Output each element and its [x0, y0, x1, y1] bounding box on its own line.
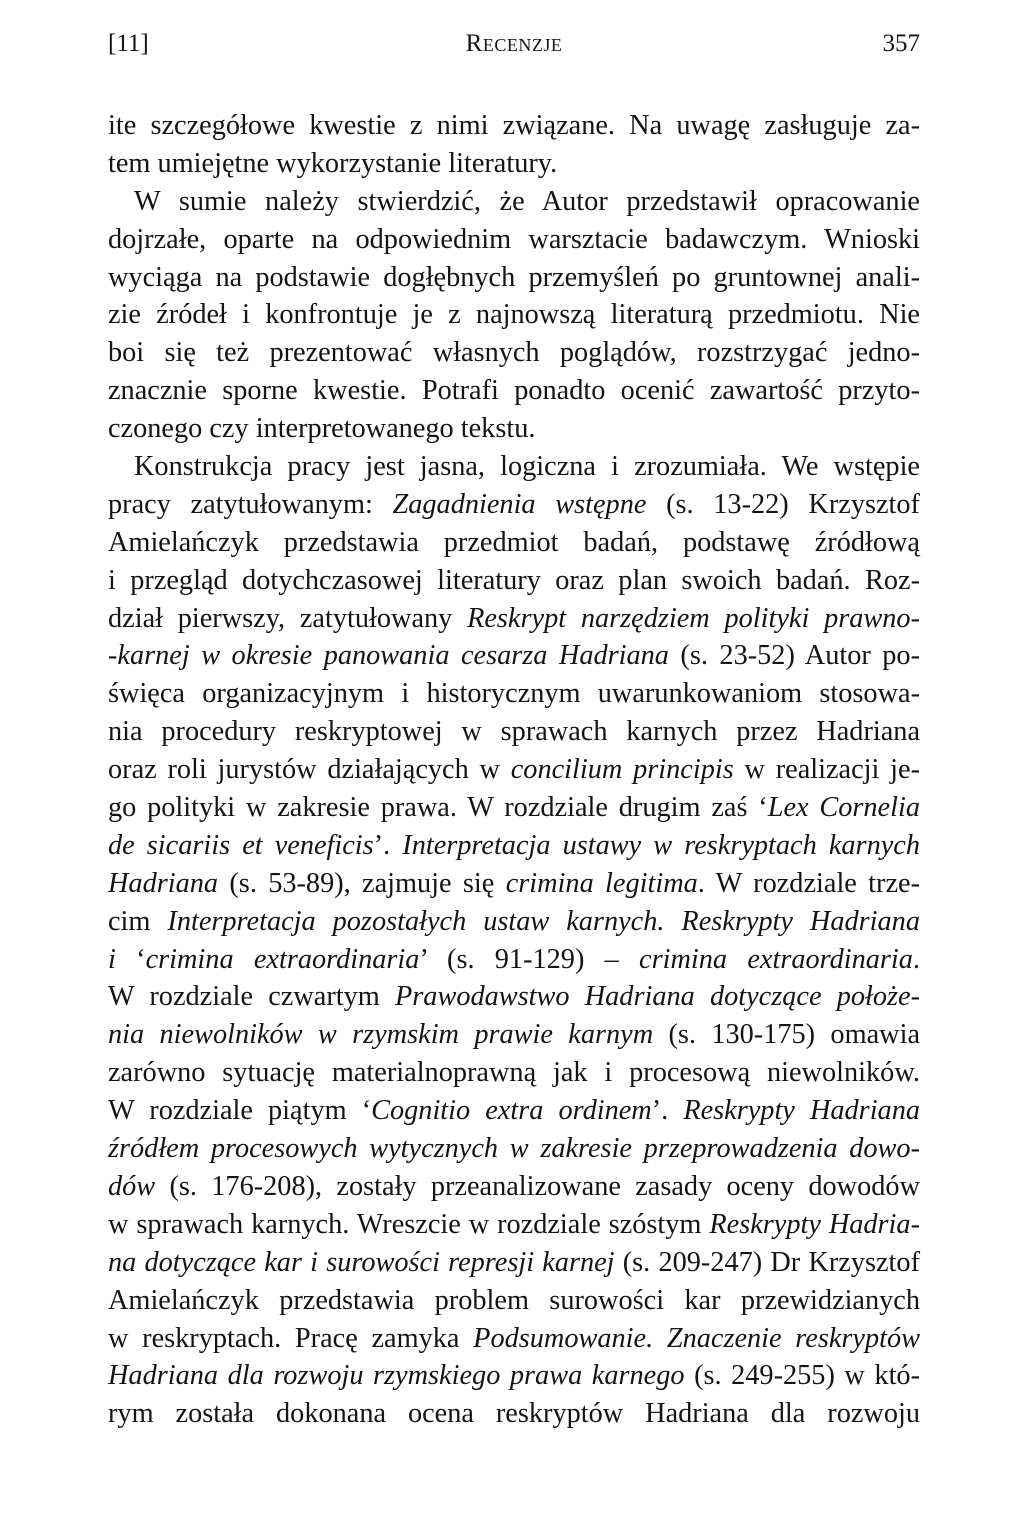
- text-line: tem umiejętne wykorzystanie literatury.: [108, 147, 558, 179]
- text-line: rym została dokonana ocena reskryptów Hadriana dla rozwoju: [108, 1398, 920, 1430]
- text-line: i przegląd dotychczasowej literatury oraz plan swoich badań. Roz-: [108, 564, 920, 596]
- running-title: Recenzje: [465, 30, 563, 57]
- text-line: znacznie sporne kwestie. Potrafi ponadto ocenić zawartość przyto-: [108, 375, 920, 407]
- text-line: czonego czy interpretowanego tekstu.: [108, 413, 536, 445]
- text-line: Hadriana dla rozwoju rzymskiego prawa karnego (s. 249-255) w któ-: [108, 1360, 920, 1392]
- text-line: Amielańczyk przedstawia problem surowości kar przewidzianych: [108, 1284, 920, 1316]
- text-line: święca organizacyjnym i historycznym uwarunkowaniom stosowa-: [108, 678, 920, 710]
- text-line: W sumie należy stwierdzić, że Autor przedstawił opracowanie: [134, 185, 920, 217]
- text-line: pracy zatytułowanym: Zagadnienia wstępne (s. 13-22) Krzysztof: [108, 488, 920, 520]
- text-line: i ‘crimina extraordinaria’ (s. 91-129) – crimina extraordinaria.: [108, 943, 920, 975]
- text-line: źródłem procesowych wytycznych w zakresie przeprowadzenia dowo-: [108, 1133, 920, 1165]
- text-line: -karnej w okresie panowania cesarza Hadriana (s. 23-52) Autor po-: [108, 640, 921, 672]
- body-text: [108, 107, 920, 1433]
- text-line: zie źródeł i konfrontuje je z najnowszą literaturą przedmiotu. Nie: [108, 299, 920, 331]
- text-line: W rozdziale piątym ‘Cognitio extra ordinem’. Reskrypty Hadriana: [108, 1095, 920, 1127]
- text-line: na dotyczące kar i surowości represji karnej (s. 209-247) Dr Krzysztof: [108, 1246, 920, 1278]
- text-line: W rozdziale czwartym Prawodawstwo Hadriana dotyczące położe-: [108, 981, 920, 1013]
- text-line: Konstrukcja pracy jest jasna, logiczna i zrozumiała. We wstępie: [134, 451, 920, 483]
- text-line: Hadriana (s. 53-89), zajmuje się crimina legitima. W rozdziale trze-: [108, 867, 921, 899]
- text-line: nia procedury reskryptowej w sprawach karnych przez Hadriana: [108, 716, 920, 748]
- text-line: zarówno sytuację materialnoprawną jak i procesową niewolników.: [108, 1057, 920, 1089]
- page-number: 357: [882, 30, 920, 57]
- text-line: go polityki w zakresie prawa. W rozdziale drugim zaś ‘Lex Cornelia: [108, 792, 920, 824]
- text-line: w reskryptach. Pracę zamyka Podsumowanie. Znaczenie reskryptów: [108, 1322, 920, 1354]
- text-line: de sicariis et veneficis’. Interpretacja ustawy w reskryptach karnych: [108, 829, 920, 861]
- text-line: Amielańczyk przedstawia przedmiot badań, podstawę źródłową: [108, 526, 920, 558]
- text-line: ite szczegółowe kwestie z nimi związane. Na uwagę zasługuje za-: [108, 110, 920, 141]
- running-header: [108, 30, 920, 70]
- text-line: nia niewolników w rzymskim prawie karnym (s. 130-175) omawia: [108, 1019, 921, 1051]
- section-number: [11]: [108, 30, 149, 57]
- text-line: dów (s. 176-208), zostały przeanalizowane zasady oceny dowodów: [108, 1170, 920, 1202]
- text-line: w sprawach karnych. Wreszcie w rozdziale szóstym Reskrypty Hadria-: [108, 1208, 920, 1240]
- text-line: oraz roli jurystów działających w concilium principis w realizacji je-: [108, 754, 920, 786]
- text-line: dojrzałe, oparte na odpowiednim warsztacie badawczym. Wnioski: [108, 223, 920, 255]
- text-line: cim Interpretacja pozostałych ustaw karnych. Reskrypty Hadriana: [108, 905, 920, 937]
- text-line: boi się też prezentować własnych poglądów, rozstrzygać jedno-: [108, 337, 920, 369]
- text-line: dział pierwszy, zatytułowany Reskrypt narzędziem polityki prawno-: [108, 602, 920, 634]
- text-line: wyciąga na podstawie dogłębnych przemyśleń po gruntownej anali-: [108, 261, 920, 293]
